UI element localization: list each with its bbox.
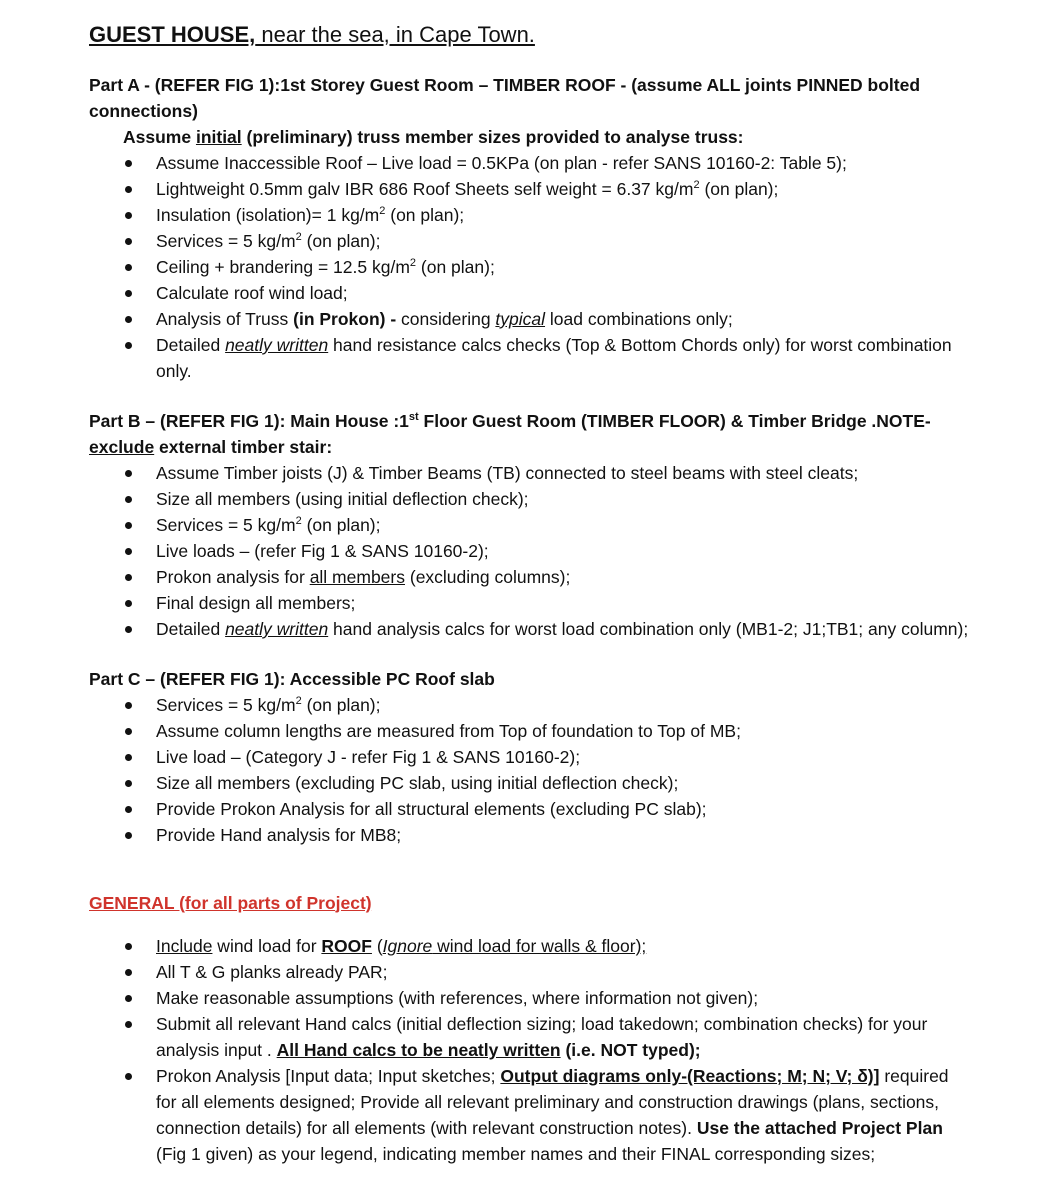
list-item: Live loads – (refer Fig 1 & SANS 10160-2);	[89, 538, 969, 564]
part-c-heading: Part C – (REFER FIG 1): Accessible PC Roof slab	[89, 669, 495, 689]
list-item: Include wind load for ROOF (Ignore wind load for walls & floor);	[89, 933, 969, 959]
list-item: Live load – (Category J - refer Fig 1 & SANS 10160-2);	[89, 744, 969, 770]
list-item: Assume column lengths are measured from Top of foundation to Top of MB;	[89, 718, 969, 744]
list-item: Prokon analysis for all members (excluding columns);	[89, 564, 969, 590]
list-item: Calculate roof wind load;	[89, 280, 969, 306]
document-title: GUEST HOUSE, near the sea, in Cape Town.	[89, 22, 535, 47]
list-item: Submit all relevant Hand calcs (initial deflection sizing; load takedown; combination checks) for your analysis input . All Hand calcs to be neatly written (i.e. NOT typed);	[89, 1011, 969, 1063]
list-item: All T & G planks already PAR;	[89, 959, 969, 985]
part-c-list	[89, 692, 969, 848]
list-item: Provide Hand analysis for MB8;	[89, 822, 969, 848]
list-item: Assume Timber joists (J) & Timber Beams (TB) connected to steel beams with steel cleats;	[89, 460, 969, 486]
general-heading: GENERAL (for all parts of Project)	[89, 892, 372, 913]
document	[89, 20, 969, 1167]
list-item: Services = 5 $kg/m^2$ (on plan);	[89, 692, 969, 718]
list-item: Detailed neatly written hand analysis calcs for worst load combination only (MB1-2; J1;TB1; any column);	[89, 616, 969, 642]
list-item: Ceiling + brandering = 12.5 $kg/m^2$ (on plan);	[89, 254, 969, 280]
list-item: Make reasonable assumptions (with references, where information not given);	[89, 985, 969, 1011]
list-item: Size all members (excluding PC slab, using initial deflection check);	[89, 770, 969, 796]
list-item: Insulation (isolation)= 1 $kg/m^2$ (on plan);	[89, 202, 969, 228]
general-list	[89, 933, 969, 1167]
list-item: Provide Prokon Analysis for all structural elements (excluding PC slab);	[89, 796, 969, 822]
list-item: Services = 5 $kg/m^2$ (on plan);	[89, 228, 969, 254]
list-item: Lightweight 0.5mm galv IBR 686 Roof Sheets self weight = 6.37 $kg/m^2$ (on plan);	[89, 176, 969, 202]
list-item: Analysis of Truss (in Prokon) - considering typical load combinations only;	[89, 306, 969, 332]
part-a-subheading: Assume initial (preliminary) truss member sizes provided to analyse truss:	[123, 127, 744, 147]
list-item: Assume Inaccessible Roof – Live load = 0.5KPa (on plan - refer SANS 10160-2: Table 5);	[89, 150, 969, 176]
part-a-heading: Part A - (REFER FIG 1):1st Storey Guest Room – TIMBER ROOF - (assume ALL joints PINNED bolted connections)	[89, 75, 921, 121]
list-item: Final design all members;	[89, 590, 969, 616]
list-item: Detailed neatly written hand resistance calcs checks (Top & Bottom Chords only) for worst combination only.	[89, 332, 969, 384]
list-item: Prokon Analysis [Input data; Input sketches; Output diagrams only-(Reactions; M; N; V; δ)] required for all elements designed; Provide all relevant preliminary and construction drawings (plans, sections, connection details) for all elements (with relevant construction notes). Use the attached Project Plan (Fig 1 given) as your legend, indicating member names and their FINAL corresponding sizes;	[89, 1063, 969, 1167]
list-item: Services = 5 $kg/m^2$ (on plan);	[89, 512, 969, 538]
part-a-list	[89, 150, 969, 384]
part-b-heading: Part B – (REFER FIG 1): Main House :1st Floor Guest Room (TIMBER FLOOR) & Timber Bridge .NOTE- exclude external timber stair:	[89, 411, 931, 457]
part-b-list	[89, 460, 969, 642]
list-item: Size all members (using initial deflection check);	[89, 486, 969, 512]
